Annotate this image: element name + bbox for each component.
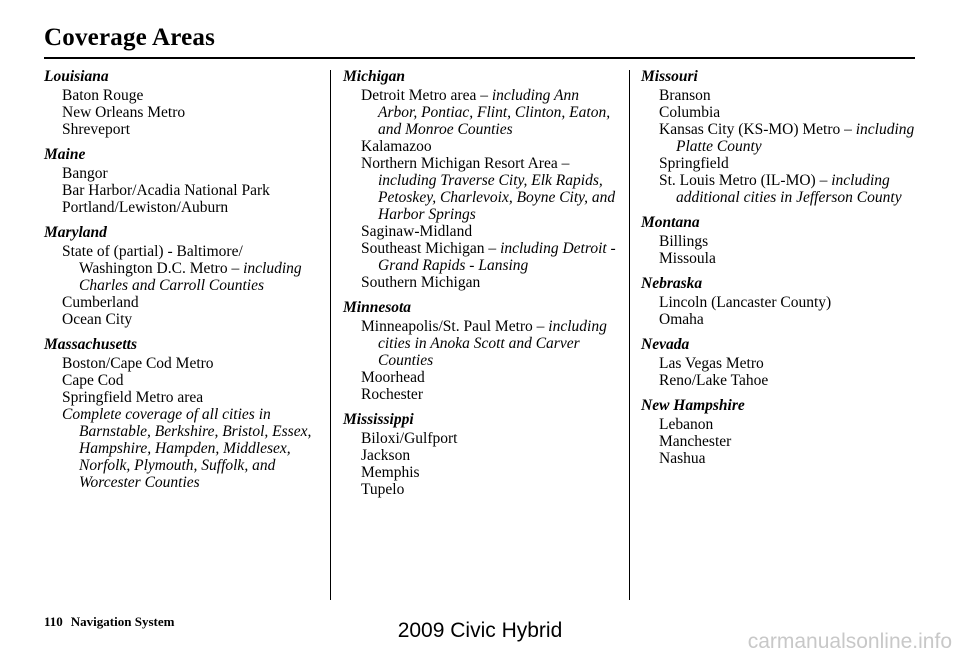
state-heading: Louisiana xyxy=(44,68,109,85)
column-3 xyxy=(641,68,917,467)
coverage-entry xyxy=(44,121,320,138)
entry-text: Tupelo xyxy=(361,481,405,498)
entry-text: Bar Harbor/Acadia National Park xyxy=(62,182,270,199)
entry-text: Columbia xyxy=(659,104,721,121)
entry-text: Moorhead xyxy=(361,369,425,386)
entry-text: Branson xyxy=(659,87,711,104)
coverage-entry xyxy=(44,294,320,311)
entry-text: Detroit Metro area – xyxy=(361,87,492,104)
coverage-entry xyxy=(44,243,320,294)
state-heading: Montana xyxy=(641,214,700,231)
coverage-entry xyxy=(44,199,320,216)
entry-text: Cumberland xyxy=(62,294,139,311)
coverage-entry xyxy=(343,274,621,291)
coverage-entry xyxy=(641,250,917,267)
state-heading: Mississippi xyxy=(343,411,414,428)
coverage-entry xyxy=(641,87,917,104)
title-divider xyxy=(44,57,915,59)
coverage-entry xyxy=(44,406,320,491)
coverage-entry xyxy=(343,369,621,386)
entry-note: including Platte County xyxy=(676,121,915,155)
page-number: 110 xyxy=(44,614,63,629)
coverage-entry xyxy=(641,433,917,450)
entry-note: including Charles and Carroll Counties xyxy=(79,260,302,294)
column-1 xyxy=(44,68,320,491)
entry-text: Bangor xyxy=(62,165,108,182)
entry-text: Southern Michigan xyxy=(361,274,481,291)
state-heading: Minnesota xyxy=(343,299,412,316)
coverage-entry xyxy=(641,104,917,121)
coverage-entry xyxy=(641,372,917,389)
entry-note: including Ann Arbor, Pontiac, Flint, Clinton, Eaton, and Monroe Counties xyxy=(378,87,611,138)
entry-text: Baton Rouge xyxy=(62,87,144,104)
entry-text: Missoula xyxy=(659,250,716,267)
coverage-entry xyxy=(641,294,917,311)
entry-text: State of (partial) - Baltimore/ Washington D.C. Metro – xyxy=(62,243,244,277)
coverage-entry xyxy=(343,223,621,240)
coverage-entry xyxy=(44,165,320,182)
entry-text: Minneapolis/St. Paul Metro – xyxy=(361,318,549,335)
coverage-entry xyxy=(641,311,917,328)
state-heading: Maine xyxy=(44,146,86,163)
entry-text: Saginaw-Midland xyxy=(361,223,473,240)
entry-text: Biloxi/Gulfport xyxy=(361,430,458,447)
entry-text: Lincoln (Lancaster County) xyxy=(659,294,832,311)
column-2 xyxy=(343,68,621,498)
coverage-entry xyxy=(343,447,621,464)
state-heading: Michigan xyxy=(343,68,406,85)
coverage-entry xyxy=(641,155,917,172)
coverage-entry xyxy=(343,430,621,447)
state-heading: Massachusetts xyxy=(44,336,138,353)
coverage-entry xyxy=(343,87,621,138)
coverage-entry xyxy=(343,155,621,223)
entry-text: Northern Michigan Resort Area – xyxy=(361,155,570,172)
entry-text: Manchester xyxy=(659,433,732,450)
entry-text: Omaha xyxy=(659,311,704,328)
coverage-entry xyxy=(641,355,917,372)
entry-text: Ocean City xyxy=(62,311,133,328)
entry-text: Portland/Lewiston/Auburn xyxy=(62,199,229,216)
entry-text: Shreveport xyxy=(62,121,131,138)
page-title: Coverage Areas xyxy=(44,24,216,51)
entry-text: Cape Cod xyxy=(62,372,124,389)
entry-note: Complete coverage of all cities in Barnstable, Berkshire, Bristol, Essex, Hampshire, Hampden, Middlesex, Norfolk, Plymouth, Suffolk, and Worcester Counties xyxy=(62,406,312,491)
footer-section-title: Navigation System xyxy=(70,614,175,629)
coverage-entry xyxy=(44,182,320,199)
entry-note: including Detroit - Grand Rapids - Lansing xyxy=(378,240,616,274)
column-divider-2 xyxy=(629,70,630,600)
entry-text: Las Vegas Metro xyxy=(659,355,764,372)
coverage-entry xyxy=(343,318,621,369)
coverage-entry xyxy=(641,172,917,206)
entry-text: Kansas City (KS-MO) Metro – xyxy=(659,121,856,138)
coverage-entry xyxy=(44,87,320,104)
entry-text: New Orleans Metro xyxy=(62,104,186,121)
entry-text: Memphis xyxy=(361,464,420,481)
entry-note: including additional cities in Jefferson County xyxy=(676,172,902,206)
coverage-entry xyxy=(343,240,621,274)
coverage-entry xyxy=(343,481,621,498)
entry-text: Reno/Lake Tahoe xyxy=(659,372,769,389)
entry-note: including Traverse City, Elk Rapids, Petoskey, Charlevoix, Boyne City, and Harbor Springs xyxy=(378,172,616,223)
state-heading: Nebraska xyxy=(641,275,703,292)
entry-text: Southeast Michigan – xyxy=(361,240,501,257)
coverage-entry xyxy=(343,386,621,403)
entry-text: Rochester xyxy=(361,386,423,403)
coverage-entry xyxy=(44,104,320,121)
state-heading: Maryland xyxy=(44,224,107,241)
entry-text: St. Louis Metro (IL-MO) – xyxy=(659,172,832,189)
coverage-entry xyxy=(641,233,917,250)
entry-text: Springfield Metro area xyxy=(62,389,204,406)
coverage-entry xyxy=(44,372,320,389)
coverage-entry xyxy=(44,311,320,328)
coverage-entry xyxy=(641,416,917,433)
entry-text: Nashua xyxy=(659,450,706,467)
coverage-entry xyxy=(641,121,917,155)
coverage-entry xyxy=(44,389,320,406)
state-heading: Missouri xyxy=(641,68,698,85)
state-heading: Nevada xyxy=(641,336,690,353)
state-heading: New Hampshire xyxy=(641,397,745,414)
coverage-entry xyxy=(44,355,320,372)
column-divider-1 xyxy=(330,70,331,600)
model-watermark: 2009 Civic Hybrid xyxy=(397,619,563,642)
entry-text: Billings xyxy=(659,233,709,250)
coverage-entry xyxy=(343,464,621,481)
coverage-entry xyxy=(343,138,621,155)
entry-text: Springfield xyxy=(659,155,729,172)
entry-note: including cities in Anoka Scott and Carver Counties xyxy=(378,318,607,369)
entry-text: Lebanon xyxy=(659,416,714,433)
coverage-entry xyxy=(641,450,917,467)
entry-text: Boston/Cape Cod Metro xyxy=(62,355,214,372)
site-watermark: carmanualsonline.info xyxy=(747,630,952,653)
entry-text: Kalamazoo xyxy=(361,138,432,155)
entry-text: Jackson xyxy=(361,447,411,464)
